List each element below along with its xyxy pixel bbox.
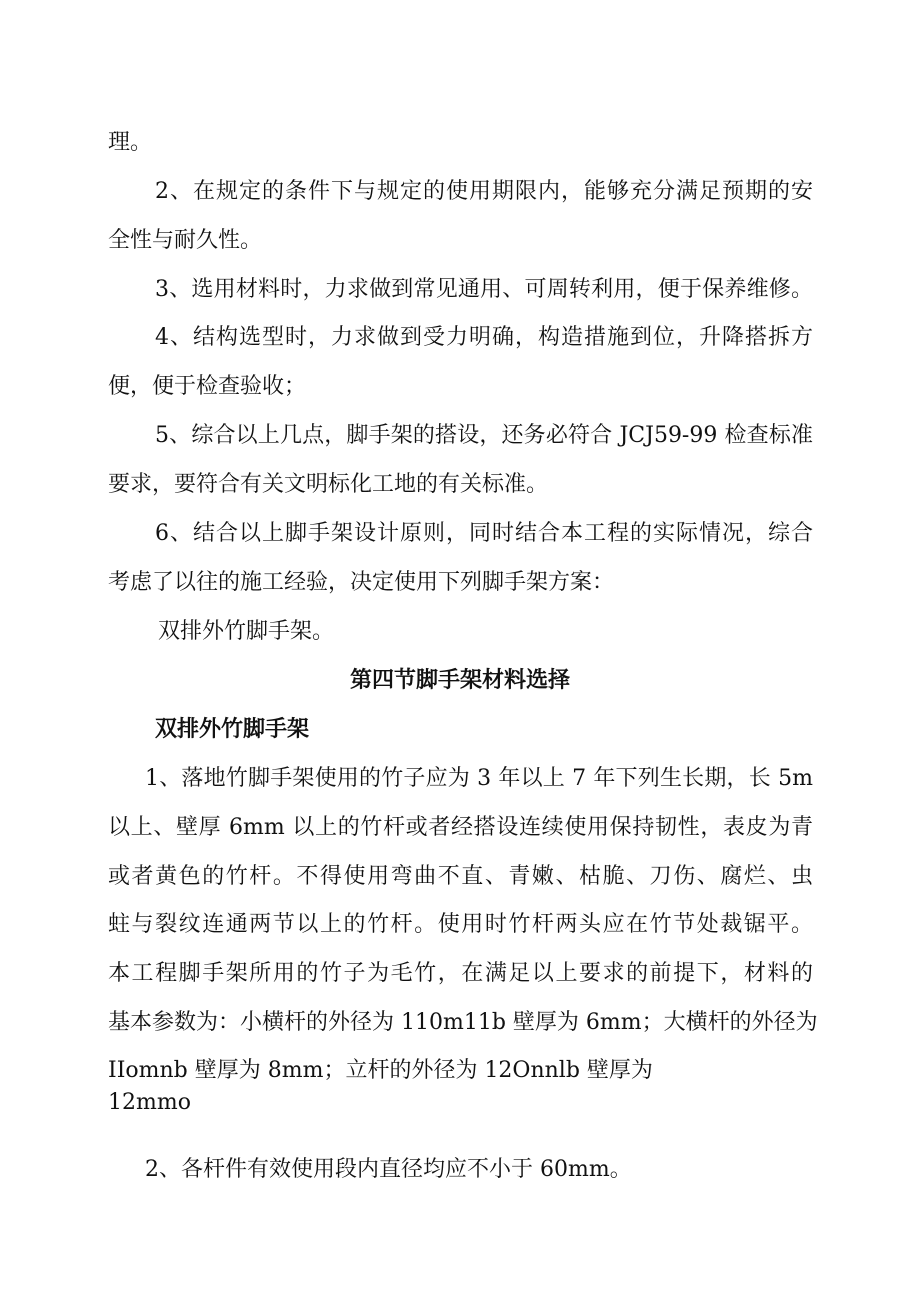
paragraph-line: 6、结合以上脚手架设计原则，同时结合本工程的实际情况，综合 [155, 521, 813, 546]
section-title: 第四节脚手架材料选择 [349, 668, 570, 693]
paragraph-line: 基本参数为：小横杆的外径为 110m11b 壁厚为 6mm；大横杆的外径为 [108, 1010, 818, 1035]
paragraph-line: 12mmo [108, 1090, 191, 1115]
paragraph-line: 蛀与裂纹连通两节以上的竹杆。使用时竹杆两头应在竹节处裁锯平。 [108, 912, 813, 937]
paragraph-line: 1、落地竹脚手架使用的竹子应为 3 年以上 7 年下列生长期，长 5m [145, 766, 813, 791]
paragraph-line: 2、各杆件有效使用段内直径均应不小于 60mm。 [145, 1157, 632, 1182]
paragraph-line: 5、综合以上几点，脚手架的搭设，还务必符合 JCJ59-99 检查标准 [155, 423, 813, 448]
paragraph-line: 本工程脚手架所用的竹子为毛竹，在满足以上要求的前提下，材料的 [108, 961, 813, 986]
paragraph-line: 理。 [108, 130, 153, 155]
paragraph-line: 以上、壁厚 6mm 以上的竹杆或者经搭设连续使用保持韧性，表皮为青 [108, 815, 813, 840]
paragraph-line: IIomnb 壁厚为 8mm；立杆的外径为 12Onnlb 壁厚为 [108, 1058, 653, 1083]
paragraph-line: 考虑了以往的施工经验，决定使用下列脚手架方案： [108, 570, 615, 595]
paragraph-line: 双排外竹脚手架。 [158, 619, 335, 644]
paragraph-line: 或者黄色的竹杆。不得使用弯曲不直、青嫩、枯脆、刀伤、腐烂、虫 [108, 864, 813, 889]
paragraph-line: 要求，要符合有关文明标化工地的有关标准。 [108, 472, 549, 497]
paragraph-line: 4、结构选型时，力求做到受力明确，构造措施到位，升降搭拆方 [155, 325, 813, 350]
subsection-title: 双排外竹脚手架 [155, 717, 310, 742]
paragraph-line: 全性与耐久性。 [108, 228, 263, 253]
paragraph-line: 2、在规定的条件下与规定的使用期限内，能够充分满足预期的安 [155, 179, 813, 204]
paragraph-line: 3、选用材料时，力求做到常见通用、可周转利用，便于保养维修。 [155, 277, 813, 302]
paragraph-line: 便，便于检查验收； [108, 374, 307, 399]
